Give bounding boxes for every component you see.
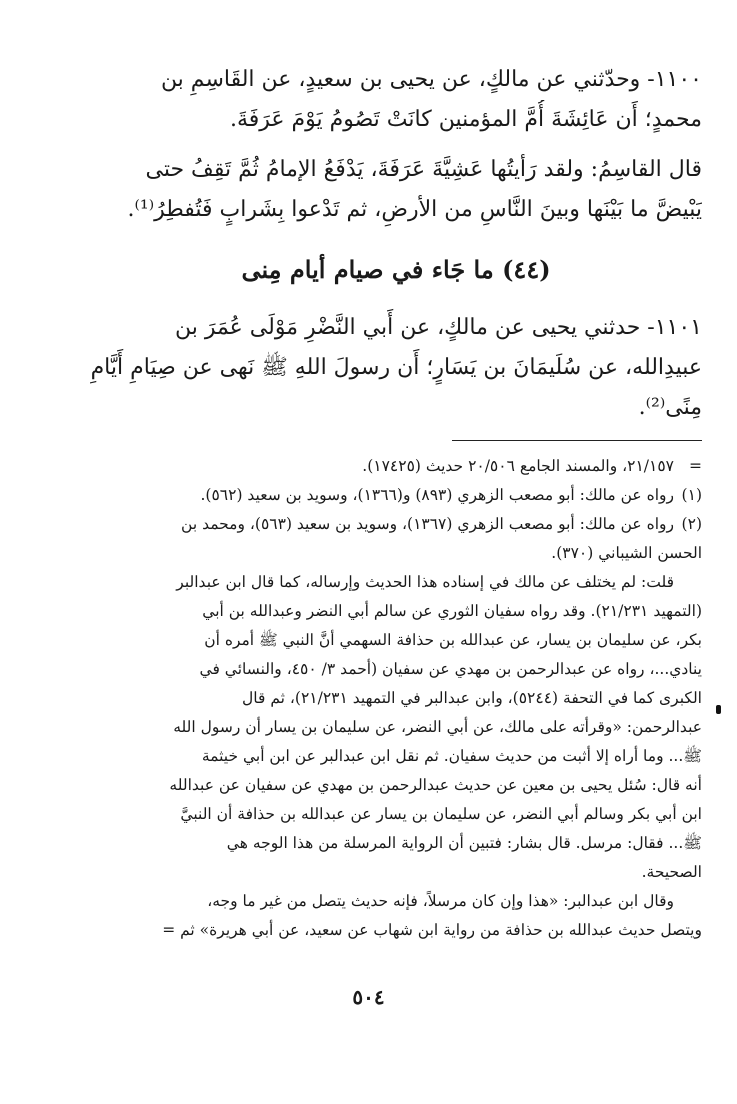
footnote-separator [452, 440, 702, 441]
page-number: ٥٠٤ [352, 985, 385, 1009]
hadith-1101 [90, 308, 702, 428]
qult-line-6: عبدالرحمن: «وقرأته على مالك، عن أبي النضر، عن سليمان بن يسار أن رسول الله [173, 718, 702, 736]
continuation-mark: = [689, 457, 702, 475]
ibn-abdulbarr-line-2: ويتصل حديث عبدالله بن حذافة من رواية ابن شهاب عن سعيد، عن أبي هريرة» ثم = [162, 921, 702, 939]
footnote-1-mark: (١) [681, 486, 702, 504]
qult-line-1: قلت: لم يختلف عن مالك في إسناده هذا الحديث وإرساله، كما قال ابن عبدالبر [176, 573, 674, 591]
qult-line-5: الكبرى كما في التحفة (٥٢٤٤)، وابن عبدالبر في التمهيد ٢١/٢٣١)، ثم قال [242, 689, 702, 707]
qult-line-10: ﷺ... فقال: مرسل. قال بشار: فتبين أن الرواية المرسلة من هذا الوجه هي [226, 834, 702, 852]
qasim-quote-line-2: يَبْيضَّ ما بَيْنَها وبينَ النَّاسِ من الأرضِ، ثم تَدْعوا بِشَرابٍ فَتُفطِرُ⁽¹⁾. [127, 197, 702, 222]
hadith-1100-line-2: محمدٍ؛ أَن عَائِشَةَ أُمَّ المؤمنين كانَتْ تَصُومُ يَوْمَ عَرَفَةَ. [229, 107, 702, 132]
footnote-2-mark: (٢) [681, 515, 702, 533]
qasim-quote [90, 150, 702, 230]
footnote-1-text: رواه عن مالك: أبو مصعب الزهري (٨٩٣) و(١٣٦٦)، وسويد بن سعيد (٥٦٢). [200, 486, 674, 504]
qult-line-11: الصحيحة. [641, 863, 702, 881]
qult-line-9: ابن أبي بكر وسالم أبي النضر، عن سليمان بن يسار عن عبدالله بن حذافة أن النبيَّ [180, 805, 702, 823]
ibn-abdulbarr-line-1: وقال ابن عبدالبر: «هذا وإن كان مرسلاً، فإنه حديث يتصل من غير ما وجه، [207, 892, 674, 910]
footnote-2 [80, 510, 702, 539]
hadith-1101-line-3: مِنًى⁽²⁾. [638, 395, 702, 420]
footnote-1 [80, 481, 702, 510]
hadith-1101-line-2: عبيدِالله، عن سُلَيمَانَ بن يَسَارٍ؛ أَن رسولَ اللهِ ﷺ نَهى عن صِيَامِ أَيَّامِ [90, 355, 702, 380]
continuation-text: ٢١/١٥٧، والمسند الجامع ٢٠/٥٠٦ حديث (١٧٤٢٥). [362, 457, 674, 475]
qult-line-4: ينادي...، رواه عن عبدالرحمن بن مهدي عن سفيان (أحمد ٣/ ٤٥٠، والنسائي في [199, 660, 702, 678]
footnote-2-continued: الحسن الشيباني (٣٧٠). [551, 544, 702, 562]
margin-mark [716, 705, 721, 714]
footnotes [80, 452, 702, 945]
hadith-1100 [90, 60, 702, 140]
hadith-1101-line-1: ١١٠١- حدثني يحيى عن مالكٍ، عن أَبي النَّضْرِ مَوْلَى عُمَرَ بن [174, 315, 702, 340]
hadith-1100-line-1: ١١٠٠- وحدّثني عن مالكٍ، عن يحيى بن سعيدٍ، عن القَاسِمِ بن [160, 67, 702, 92]
qult-line-8: أنه قال: سُئل يحيى بن معين عن حديث عبدالرحمن بن مهدي عن سفيان عن عبدالله [169, 776, 702, 794]
qasim-quote-line-1: قال القاسِمُ: ولقد رَأيتُها عَشِيَّةَ عَرَفَةَ، يَدْفَعُ الإمامُ ثُمَّ تَقِفُ حتى [145, 157, 702, 182]
qult-line-2: (التمهيد ٢١/٢٣١). وقد رواه سفيان الثوري عن سالم أبي النضر وعبدالله بن أبي [202, 602, 702, 620]
footnote-continuation [80, 452, 702, 481]
footnote-2-line-1: رواه عن مالك: أبو مصعب الزهري (١٣٦٧)، وسويد بن سعيد (٥٦٣)، ومحمد بن [181, 515, 674, 533]
qult-line-3: بكر، عن سليمان بن يسار، عن عبدالله بن حذافة السهمي أنَّ النبي ﷺ أمره أن [204, 631, 702, 649]
qult-line-7: ﷺ... وما أراه إلا أثبت من حديث سفيان. ثم نقل ابن عبدالبر عن ابن أبي خيثمة [201, 747, 702, 765]
chapter-heading: (٤٤) ما جَاء في صيام أيام مِنى [241, 255, 551, 284]
